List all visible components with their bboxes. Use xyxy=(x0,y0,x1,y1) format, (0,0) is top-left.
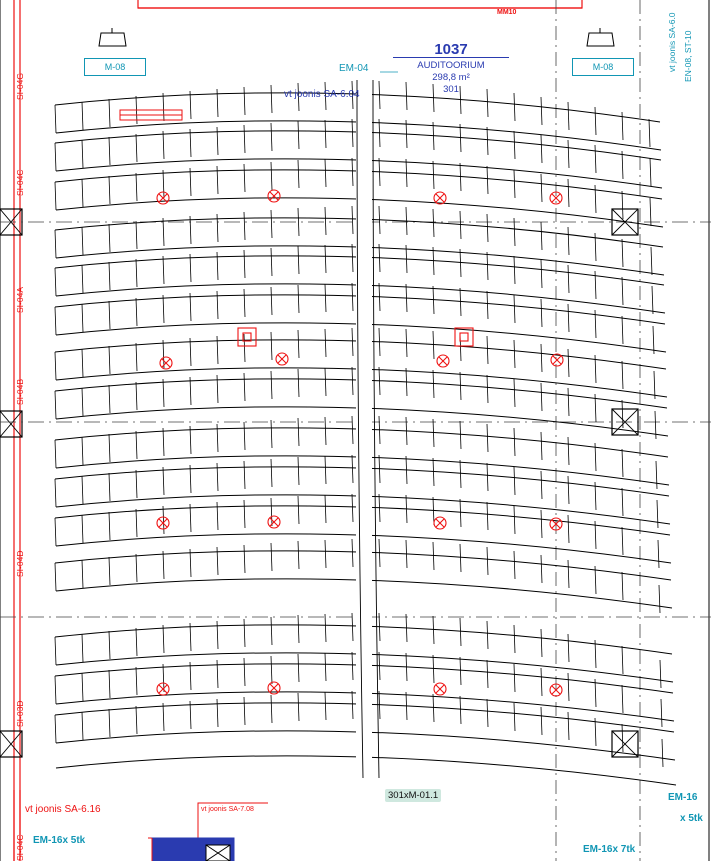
grid-label-si-03d: SI-03D xyxy=(15,700,25,727)
equipment-tag-m08-right: M-08 xyxy=(572,58,634,76)
annotation-em-16-right: EM-16 xyxy=(668,792,698,803)
grid-label-si-04c-lower: SI-04C xyxy=(15,834,25,861)
annotation-vt-joonis-sa-60: vt joonis SA-6.0 xyxy=(667,12,677,72)
equipment-tag-m08-left: M-08 xyxy=(84,58,146,76)
annotation-vt-joonis-sa-708: vt joonis SA-7.08 xyxy=(201,806,254,813)
room-name: AUDITOORIUM xyxy=(393,57,509,72)
grid-label-si-04a: SI-04A xyxy=(15,287,25,313)
annotation-vt-joonis-sa-604: vt joonis SA-6.04 xyxy=(284,89,360,100)
annotation-en-08-st-10: EN-08, ST-10 xyxy=(683,30,693,82)
grid-label-si-04c-upper: SI-04C xyxy=(15,169,25,196)
grid-label-si-04b: SI-04B xyxy=(15,379,25,405)
grid-label-si-04d: SI-04D xyxy=(15,550,25,577)
room-area: 298,8 m² xyxy=(432,72,470,83)
annotation-em-16x-5tk-left: EM-16x 5tk xyxy=(33,835,86,846)
room-number: 1037 xyxy=(434,41,468,58)
room-subnumber: 301 xyxy=(443,84,459,95)
annotation-em-16x-7tk: EM-16x 7tk xyxy=(583,844,636,855)
annotation-vt-joonis-sa-616: vt joonis SA-6.16 xyxy=(25,804,101,815)
room-tag xyxy=(393,42,509,96)
grid-label-si-04g: SI-04G xyxy=(15,73,25,100)
annotation-em-04: EM-04 xyxy=(339,63,369,74)
annotation-301x-m-011: 301xM-01.1 xyxy=(385,789,441,802)
annotation-x-5tk-right: x 5tk xyxy=(680,813,703,824)
annotation-mm10: MM10 xyxy=(497,9,517,16)
